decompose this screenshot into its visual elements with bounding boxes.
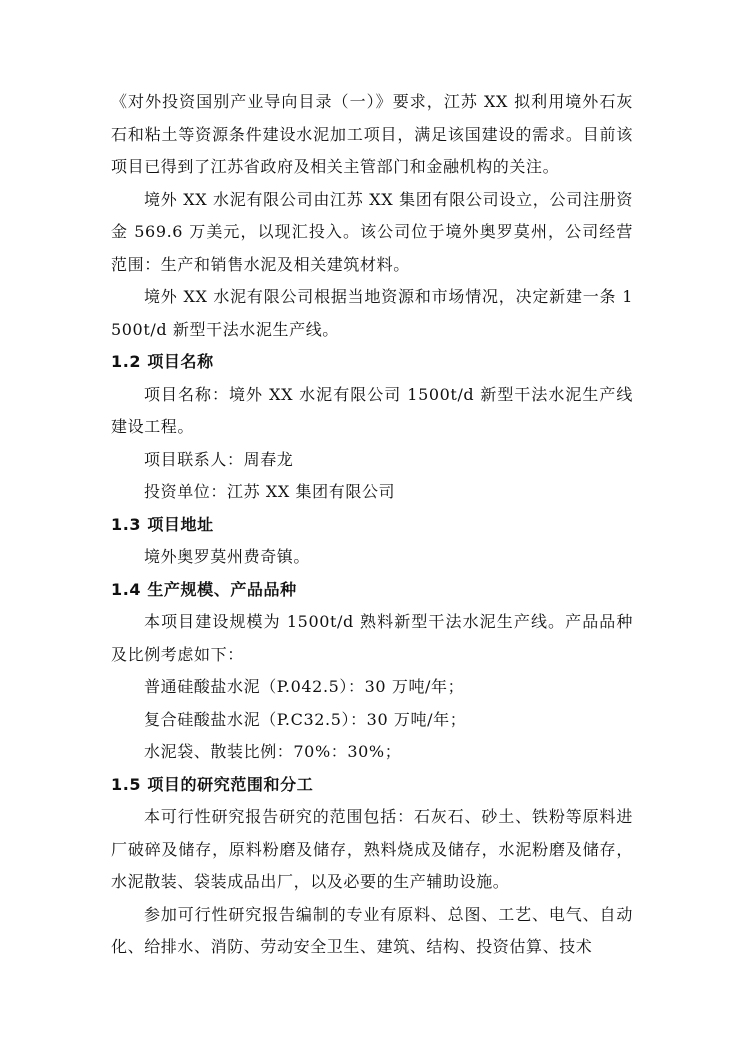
intro-paragraph-1: 《对外投资国别产业导向目录（一）》要求，江苏 XX 拟利用境外石灰石和粘土等资源条件建设水泥加工项目，满足该国建设的需求。目前该项目已得到了江苏省政府及相关主管部门和金融机构的关注。 — [111, 92, 633, 176]
disciplines-paragraph: 参加可行性研究报告编制的专业有原料、总图、工艺、电气、自动化、给排水、消防、劳动安全卫生、建筑、结构、投资估算、技术 — [111, 904, 633, 956]
project-address-line: 境外奥罗莫州费奇镇。 — [144, 547, 311, 566]
scope-paragraph: 本可行性研究报告研究的范围包括：石灰石、砂土、铁粉等原料进厂破碎及储存，原料粉磨及储存，熟料烧成及储存，水泥粉磨及储存，水泥散装、袋装成品出厂，以及必要的生产辅助设施。 — [111, 807, 633, 891]
intro-paragraph-2: 境外 XX 水泥有限公司由江苏 XX 集团有限公司设立，公司注册资金 569.6 万美元，以现汇投入。该公司位于境外奥罗莫州，公司经营范围：生产和销售水泥及相关建筑材料。 — [111, 189, 633, 274]
section-heading-1-3: 1.3 项目地址 — [111, 514, 214, 534]
document-page — [111, 86, 633, 964]
section-heading-1-5: 1.5 项目的研究范围和分工 — [111, 774, 314, 794]
section-heading-1-2: 1.2 项目名称 — [111, 352, 214, 371]
investor-line: 投资单位：江苏 XX 集团有限公司 — [144, 482, 396, 501]
scale-paragraph: 本项目建设规模为 1500t/d 熟料新型干法水泥生产线。产品品种及比例考虑如下： — [111, 612, 633, 664]
project-name-paragraph: 项目名称：境外 XX 水泥有限公司 1500t/d 新型干法水泥生产线建设工程。 — [111, 384, 633, 436]
section-heading-1-4: 1.4 生产规模、产品品种 — [111, 579, 297, 599]
intro-paragraph-3: 境外 XX 水泥有限公司根据当地资源和市场情况，决定新建一条 1500t/d 新型干法水泥生产线。 — [111, 287, 633, 339]
product-item-3: 水泥袋、散装比例：70%：30%； — [144, 742, 402, 761]
project-contact-line: 项目联系人：周春龙 — [144, 449, 294, 469]
product-item-1: 普通硅酸盐水泥（P.042.5）：30 万吨/年； — [144, 677, 465, 696]
product-item-2: 复合硅酸盐水泥（P.C32.5）：30 万吨/年； — [144, 709, 467, 729]
